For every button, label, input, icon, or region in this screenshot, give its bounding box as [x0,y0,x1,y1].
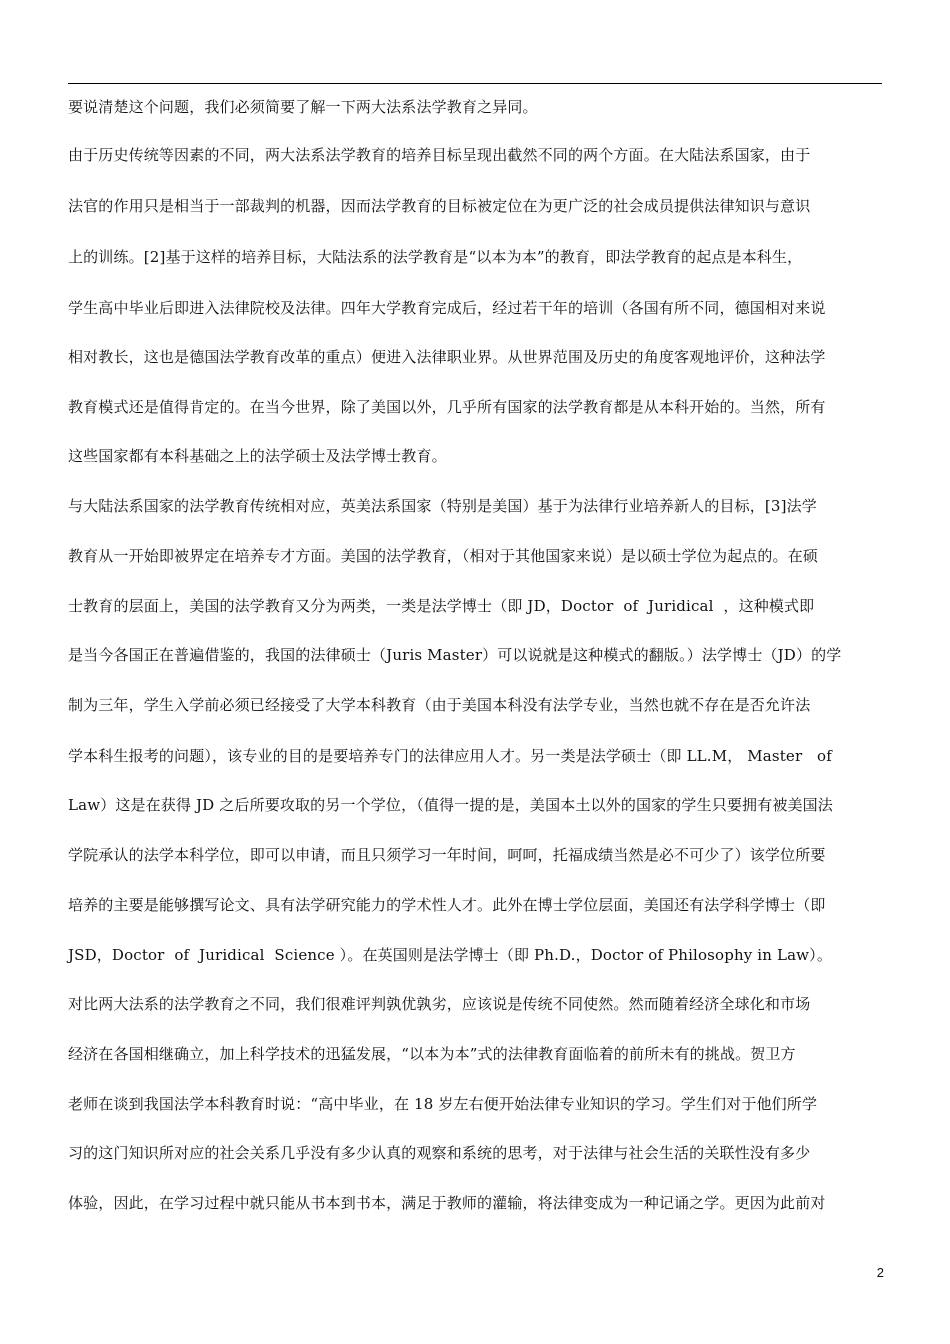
text-line: 教育模式还是值得肯定的。在当今世界，除了美国以外，几乎所有国家的法学教育都是从本科开始的。当然，所有 [68,398,826,416]
text-line: 要说清楚这个问题，我们必须简要了解一下两大法系法学教育之异同。 [68,98,538,116]
text-line: 上的训练。[2]基于这样的培养目标，大陆法系的法学教育是“以本为本”的教育，即法学教育的起点是本科生， [68,248,803,266]
text-line: 对比两大法系的法学教育之不同，我们很难评判孰优孰劣，应该说是传统不同使然。然而随着经济全球化和市场 [68,995,811,1013]
text-line: 教育从一开始即被界定在培养专才方面。美国的法学教育，（相对于其他国家来说）是以硕士学位为起点的。在硕 [68,547,819,565]
text-line: 相对教长，这也是德国法学教育改革的重点）便进入法律职业界。从世界范围及历史的角度客观地评价，这种法学 [68,348,826,366]
text-line: 士教育的层面上，美国的法学教育又分为两类，一类是法学博士（即 JD，Doctor of Juridical ，这种模式即 [68,597,815,615]
text-line: 体验，因此，在学习过程中就只能从书本到书本，满足于教师的灌输，将法律变成为一种记诵之学。更因为此前对 [68,1194,826,1212]
text-line: 由于历史传统等因素的不同，两大法系法学教育的培养目标呈现出截然不同的两个方面。在大陆法系国家，由于 [68,146,811,164]
text-line: 习的这门知识所对应的社会关系几乎没有多少认真的观察和系统的思考，对于法律与社会生活的关联性没有多少 [68,1144,811,1162]
text-line: 制为三年，学生入学前必须已经接受了大学本科教育（由于美国本科没有法学专业，当然也就不存在是否允许法 [68,696,811,714]
text-line: 与大陆法系国家的法学教育传统相对应，英美法系国家（特别是美国）基于为法律行业培养新人的目标，[3]法学 [68,497,817,515]
text-line: 老师在谈到我国法学本科教育时说：“高中毕业，在 18 岁左右便开始法律专业知识的学习。学生们对于他们所学 [68,1095,818,1113]
text-line: 学生高中毕业后即进入法律院校及法律。四年大学教育完成后，经过若干年的培训（各国有所不同，德国相对来说 [68,299,826,317]
text-line: JSD，Doctor of Juridical Science ）。在英国则是法学博士（即 Ph.D.，Doctor of Philosophy in Law）。 [68,946,832,964]
text-line: 学院承认的法学本科学位，即可以申请，而且只须学习一年时间，呵呵，托福成绩当然是必不可少了）该学位所要 [68,846,826,864]
text-line: 学本科生报考的问题），该专业的目的是要培养专门的法律应用人才。另一类是法学硕士（即 LL.M， Master of [68,747,832,765]
text-line: 这些国家都有本科基础之上的法学硕士及法学博士教育。 [68,447,447,465]
page-number: 2 [876,1265,884,1280]
text-line: 培养的主要是能够撰写论文、具有法学研究能力的学术性人才。此外在博士学位层面，美国还有法学科学博士（即 [68,896,826,914]
text-line: Law）这是在获得 JD 之后所要攻取的另一个学位，（值得一提的是，美国本土以外的国家的学生只要拥有被美国法 [68,796,833,814]
text-line: 是当今各国正在普遍借鉴的，我国的法律硕士（Juris Master）可以说就是这种模式的翻版。）法学博士（JD）的学 [68,646,842,664]
text-line: 法官的作用只是相当于一部裁判的机器，因而法学教育的目标被定位在为更广泛的社会成员提供法律知识与意识 [68,197,811,215]
text-line: 经济在各国相继确立，加上科学技术的迅猛发展，“以本为本”式的法律教育面临着的前所未有的挑战。贺卫方 [68,1045,796,1063]
header-rule [68,83,882,84]
